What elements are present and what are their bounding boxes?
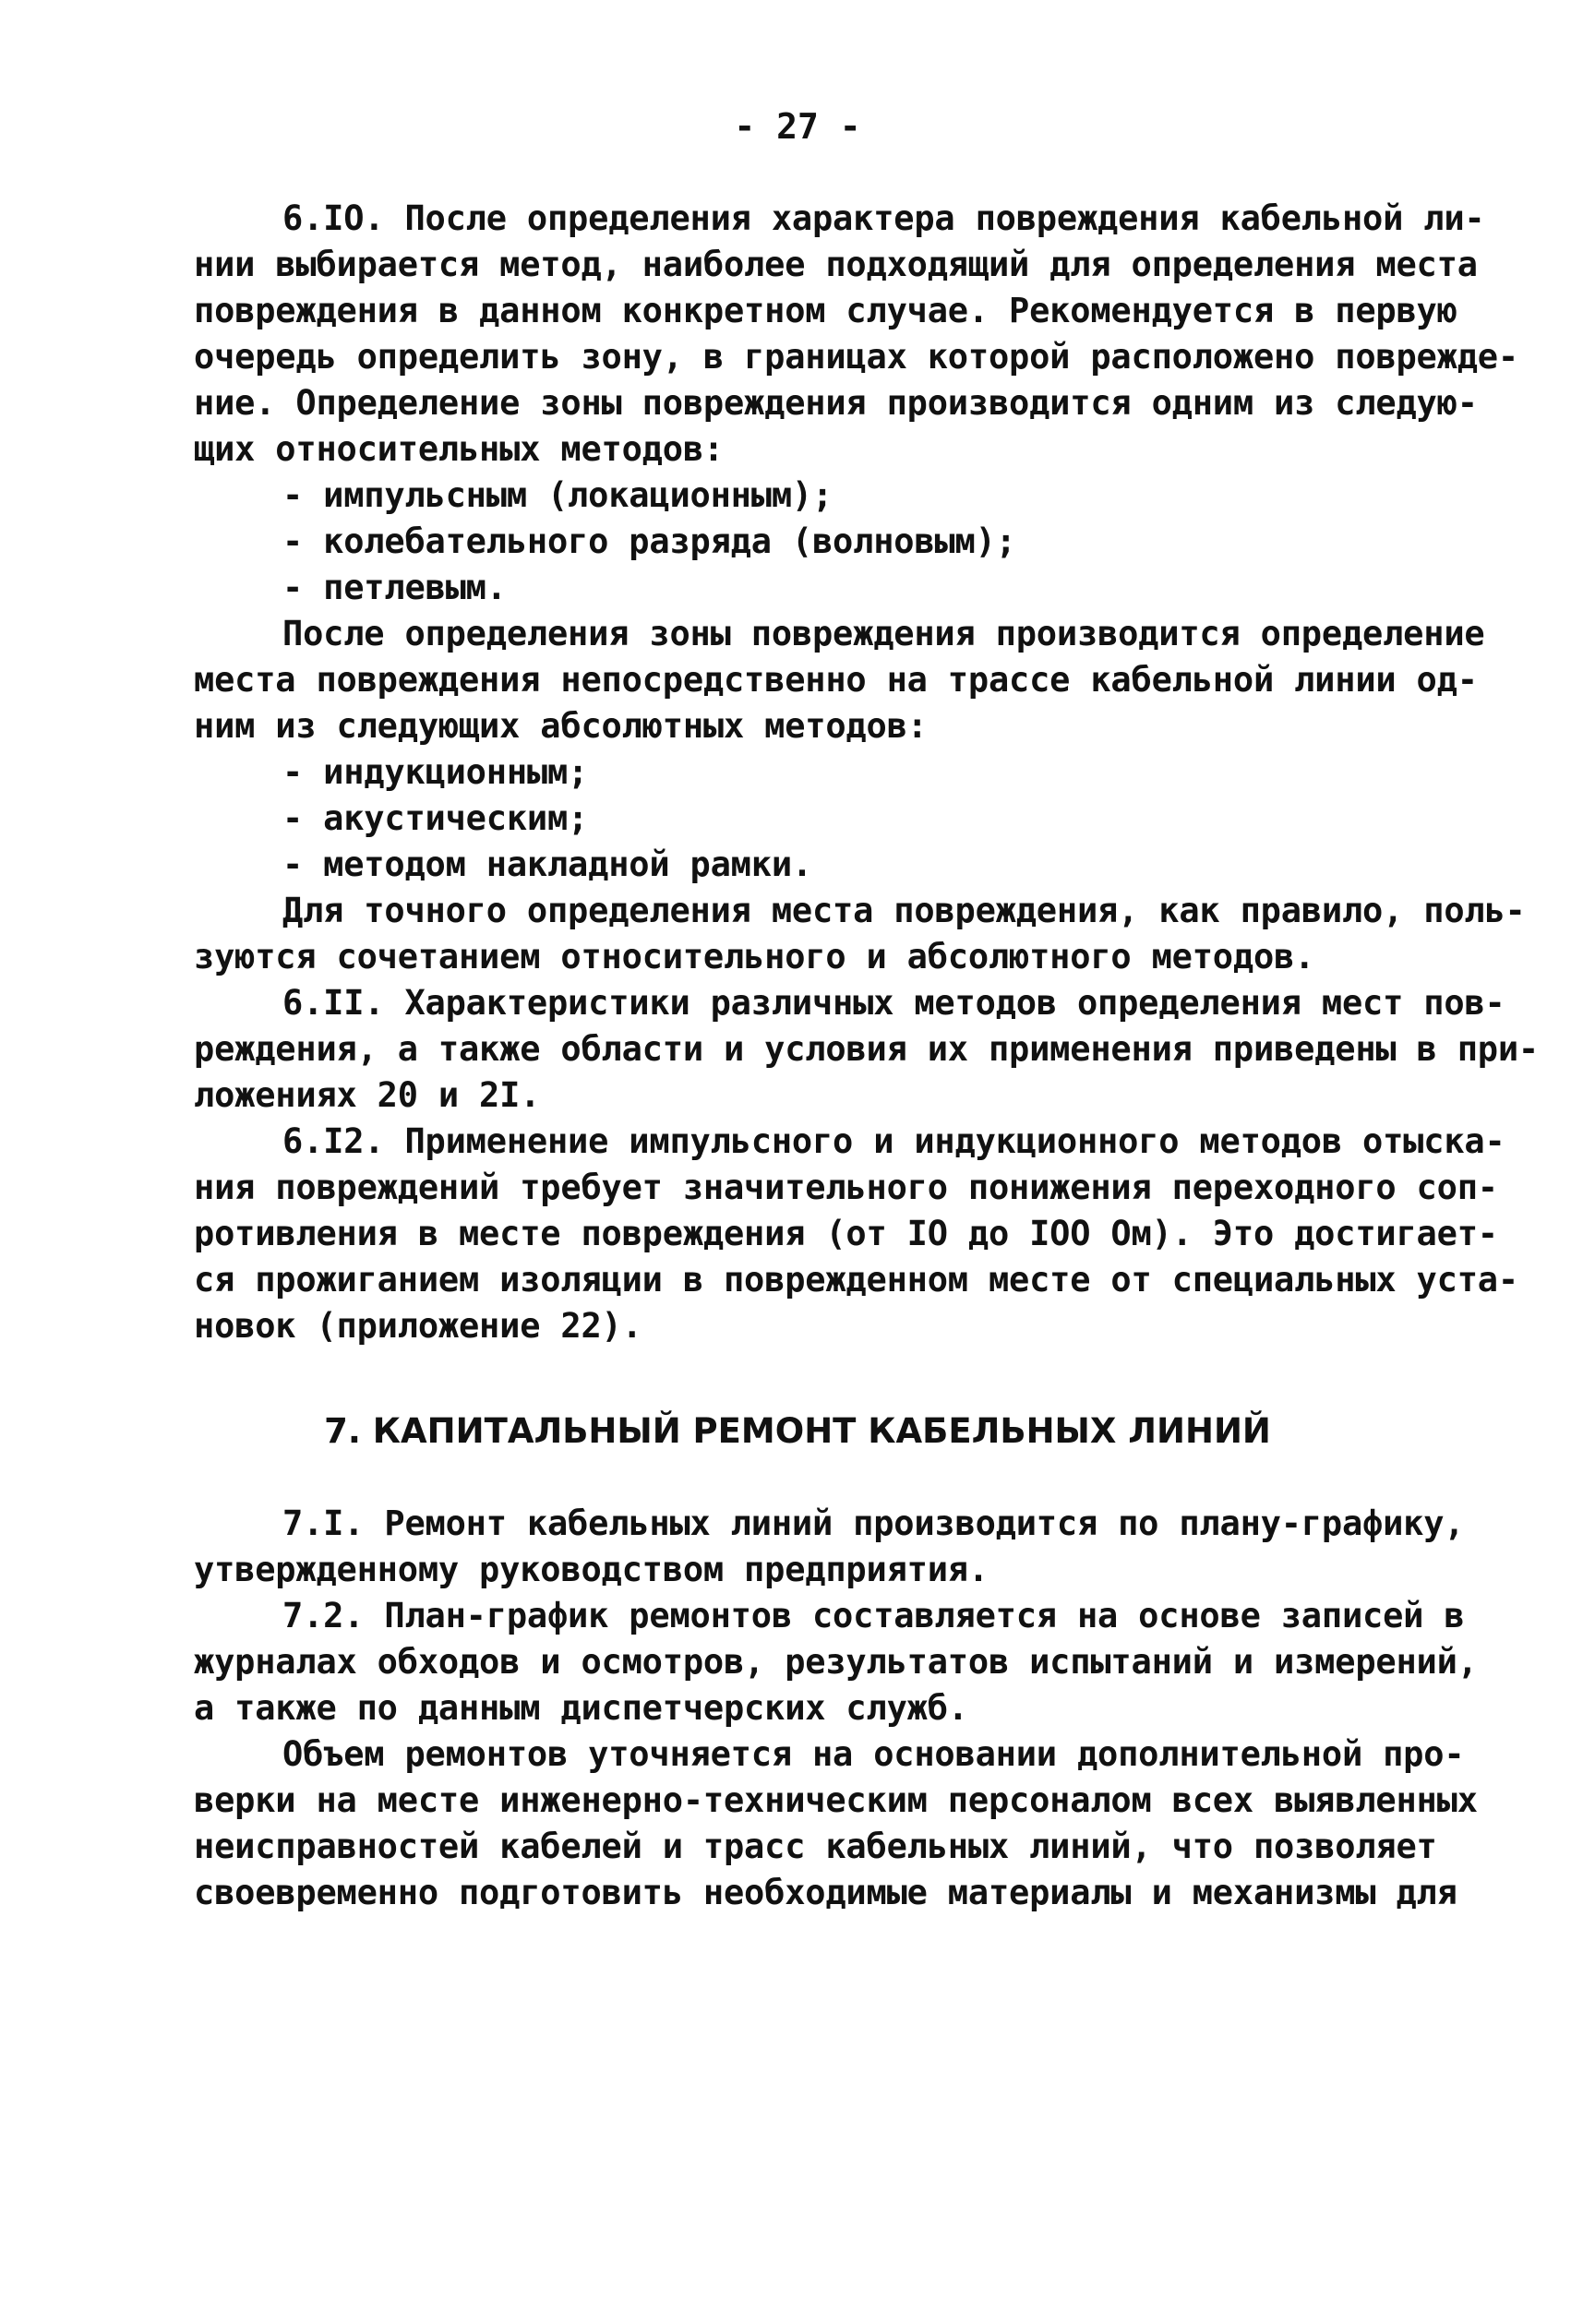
text-line: реждения, а также области и условия их применения приведены в при-: [194, 1029, 1540, 1069]
text-line: 6.IO. После определения характера повреждения кабельной ли-: [282, 198, 1485, 238]
text-line: 6.II. Характеристики различных методов определения мест пов-: [282, 983, 1505, 1023]
text-line: неисправностей кабелей и трасс кабельных линий, что позволяет: [194, 1827, 1437, 1866]
list-item: - колебательного разряда (волновым);: [282, 521, 1016, 561]
text-line: После определения зоны повреждения производится определение: [282, 614, 1485, 653]
text-line: очередь определить зону, в границах которой расположено поврежде-: [194, 337, 1518, 377]
text-line: зуются сочетанием относительного и абсолютного методов.: [194, 937, 1315, 976]
text-line: ния повреждений требует значительного понижения переходного соп-: [194, 1168, 1498, 1207]
text-line: 6.I2. Применение импульсного и индукционного методов отыска-: [282, 1121, 1505, 1161]
list-item: - методом накладной рамки.: [282, 845, 812, 884]
text-line: 7.2. План-график ремонтов составляется на основе записей в: [282, 1596, 1465, 1635]
text-line: щих относительных методов:: [194, 429, 724, 469]
text-line: Для точного определения места повреждения, как правило, поль-: [282, 891, 1526, 930]
text-line: 7.I. Ремонт кабельных линий производится по плану-графику,: [282, 1503, 1465, 1543]
text-line: верки на месте инженерно-техническим персоналом всех выявленных: [194, 1780, 1478, 1820]
text-line: а также по данным диспетчерских служб.: [194, 1688, 968, 1728]
text-line: нии выбирается метод, наиболее подходящий для определения места: [194, 245, 1478, 284]
text-line: ротивления в месте повреждения (от IO до IOO Ом). Это достигает-: [194, 1214, 1498, 1253]
text-line: ним из следующих абсолютных методов:: [194, 706, 928, 746]
text-line: новок (приложение 22).: [194, 1306, 642, 1346]
text-line: места повреждения непосредственно на трассе кабельной линии од-: [194, 660, 1478, 700]
text-line: журналах обходов и осмотров, результатов испытаний и измерений,: [194, 1642, 1478, 1682]
list-item: - акустическим;: [282, 798, 589, 838]
text-line: ложениях 20 и 2I.: [194, 1075, 541, 1115]
text-line: утвержденному руководством предприятия.: [194, 1550, 989, 1589]
page-number: - 27 -: [734, 106, 861, 147]
text-line: повреждения в данном конкретном случае. Рекомендуется в первую: [194, 291, 1457, 330]
text-line: своевременно подготовить необходимые материалы и механизмы для: [194, 1873, 1457, 1912]
list-item: - индукционным;: [282, 752, 589, 792]
text-line: ние. Определение зоны повреждения производится одним из следую-: [194, 383, 1478, 423]
list-item: - импульсным (локационным);: [282, 475, 833, 515]
text-line: ся прожиганием изоляции в поврежденном месте от специальных уста-: [194, 1260, 1518, 1300]
text-line: Объем ремонтов уточняется на основании дополнительной про-: [282, 1734, 1465, 1774]
list-item: - петлевым.: [282, 568, 507, 607]
section-7-heading: 7. КАПИТАЛЬНЫЙ РЕМОНТ КАБЕЛЬНЫХ ЛИНИЙ: [324, 1411, 1271, 1451]
